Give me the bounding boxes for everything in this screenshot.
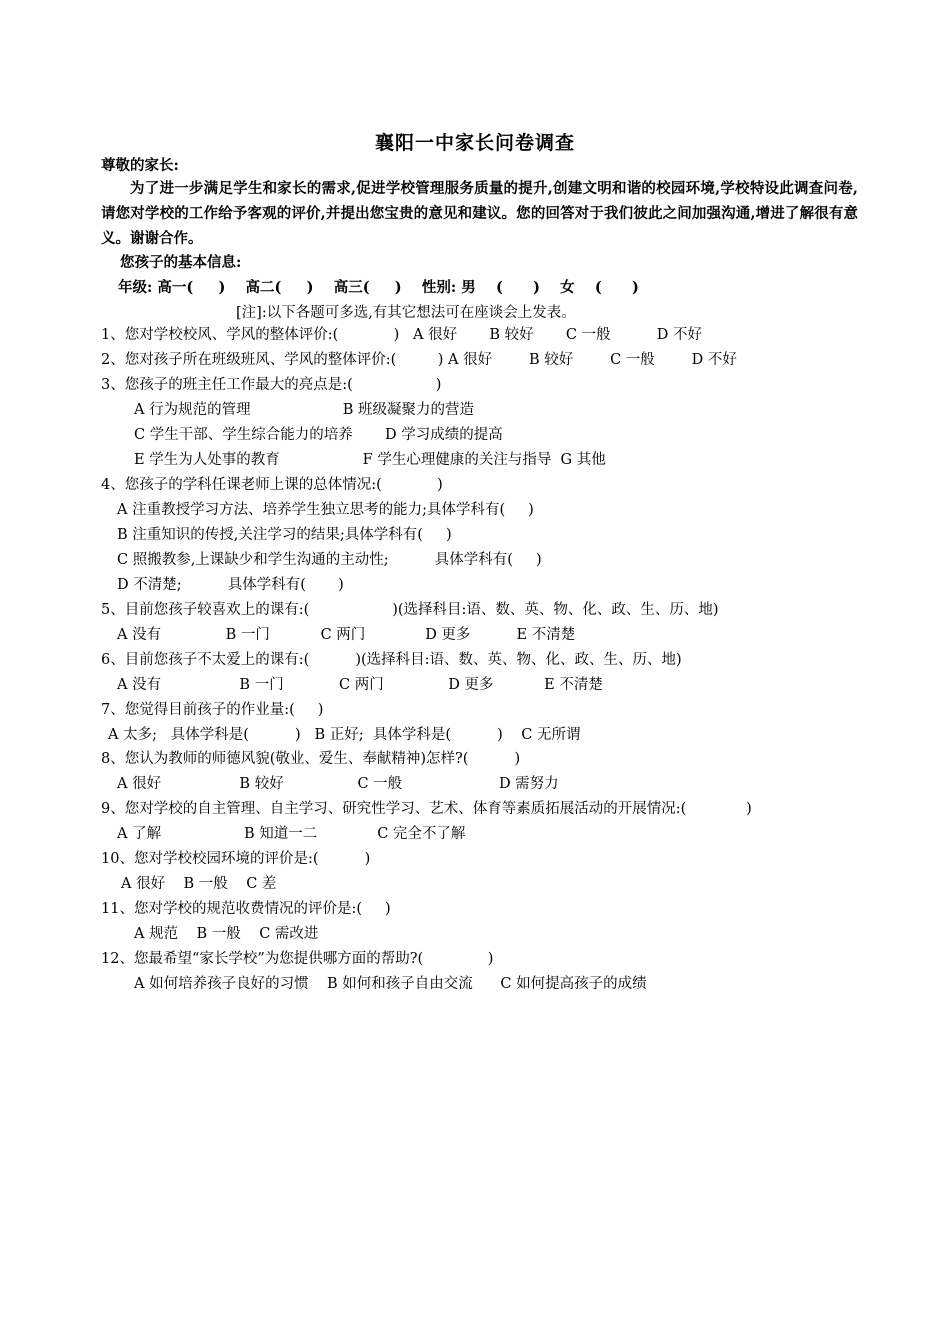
question-1: 1、您对学校校风、学风的整体评价:( ) A 很好 B 较好 C 一般 D 不好 <box>101 327 702 343</box>
greeting: 尊敬的家长: <box>101 157 179 174</box>
note: [注]:以下各题可多选,有其它想法可在座谈会上发表。 <box>236 305 576 321</box>
question-12-options: A 如何培养孩子良好的习惯 B 如何和孩子自由交流 C 如何提高孩子的成绩 <box>134 976 647 992</box>
question-4-option-d: D 不清楚; 具体学科有( ) <box>117 577 344 593</box>
document-title: 襄阳一中家长问卷调查 <box>374 132 575 154</box>
question-7-options: A 太多; 具体学科是( ) B 正好; 具体学科是( ) C 无所谓 <box>108 727 581 743</box>
question-4-option-b: B 注重知识的传授,关注学习的结果;具体学科有( ) <box>117 527 452 543</box>
question-6-options: A 没有 B 一门 C 两门 D 更多 E 不清楚 <box>117 677 603 693</box>
question-9: 9、您对学校的自主管理、自主学习、研究性学习、艺术、体育等素质拓展活动的开展情况:( ) <box>101 801 752 817</box>
basic-info-title: 您孩子的基本信息: <box>120 254 242 271</box>
basic-info-line: 年级: 高一( ) 高二( ) 高三( ) 性别: 男 ( ) 女 ( ) <box>118 279 639 296</box>
question-7: 7、您觉得目前孩子的作业量:( ) <box>101 702 324 718</box>
question-3-options-a: A 行为规范的管理 B 班级凝聚力的营造 <box>134 402 475 418</box>
question-10: 10、您对学校校园环境的评价是:( ) <box>101 851 371 867</box>
question-10-options: A 很好 B 一般 C 差 <box>121 876 277 892</box>
question-6: 6、目前您孩子不太爱上的课有:( )(选择科目:语、数、英、物、化、政、生、历、地) <box>101 652 682 668</box>
question-11-options: A 规范 B 一般 C 需改进 <box>134 926 319 942</box>
question-8-options: A 很好 B 较好 C 一般 D 需努力 <box>117 776 559 792</box>
question-4-option-a: A 注重教授学习方法、培养学生独立思考的能力;具体学科有( ) <box>117 502 534 518</box>
question-4: 4、您孩子的学科任课老师上课的总体情况:( ) <box>101 477 443 493</box>
question-3: 3、您孩子的班主任工作最大的亮点是:( ) <box>101 377 442 393</box>
intro-paragraph: 为了进一步满足学生和家长的需求,促进学校管理服务质量的提升,创建文明和谐的校园环境,学校特设此调查问卷,请您对学校的工作给予客观的评价,并提出您宝贵的意见和建议。您的回答对于我们彼此之间加强沟通,增进了解很有意义。谢谢合作。 <box>101 180 858 247</box>
question-3-options-c: E 学生为人处事的教育 F 学生心理健康的关注与指导 G 其他 <box>134 452 606 468</box>
question-5: 5、目前您孩子较喜欢上的课有:( )(选择科目:语、数、英、物、化、政、生、历、地) <box>101 602 719 618</box>
question-5-options: A 没有 B 一门 C 两门 D 更多 E 不清楚 <box>117 627 576 643</box>
question-3-options-b: C 学生干部、学生综合能力的培养 D 学习成绩的提高 <box>134 427 503 443</box>
question-8: 8、您认为教师的师德风貌(敬业、爱生、奉献精神)怎样?( ) <box>101 751 521 767</box>
question-4-option-c: C 照搬教参,上课缺少和学生沟通的主动性; 具体学科有( ) <box>117 552 542 568</box>
question-9-options: A 了解 B 知道一二 C 完全不了解 <box>117 826 466 842</box>
question-2: 2、您对孩子所在班级班风、学风的整体评价:( ) A 很好 B 较好 C 一般 D 不好 <box>101 352 737 368</box>
question-12: 12、您最希望“家长学校”为您提供哪方面的帮助?( ) <box>101 951 494 967</box>
question-11: 11、您对学校的规范收费情况的评价是:( ) <box>101 901 391 917</box>
